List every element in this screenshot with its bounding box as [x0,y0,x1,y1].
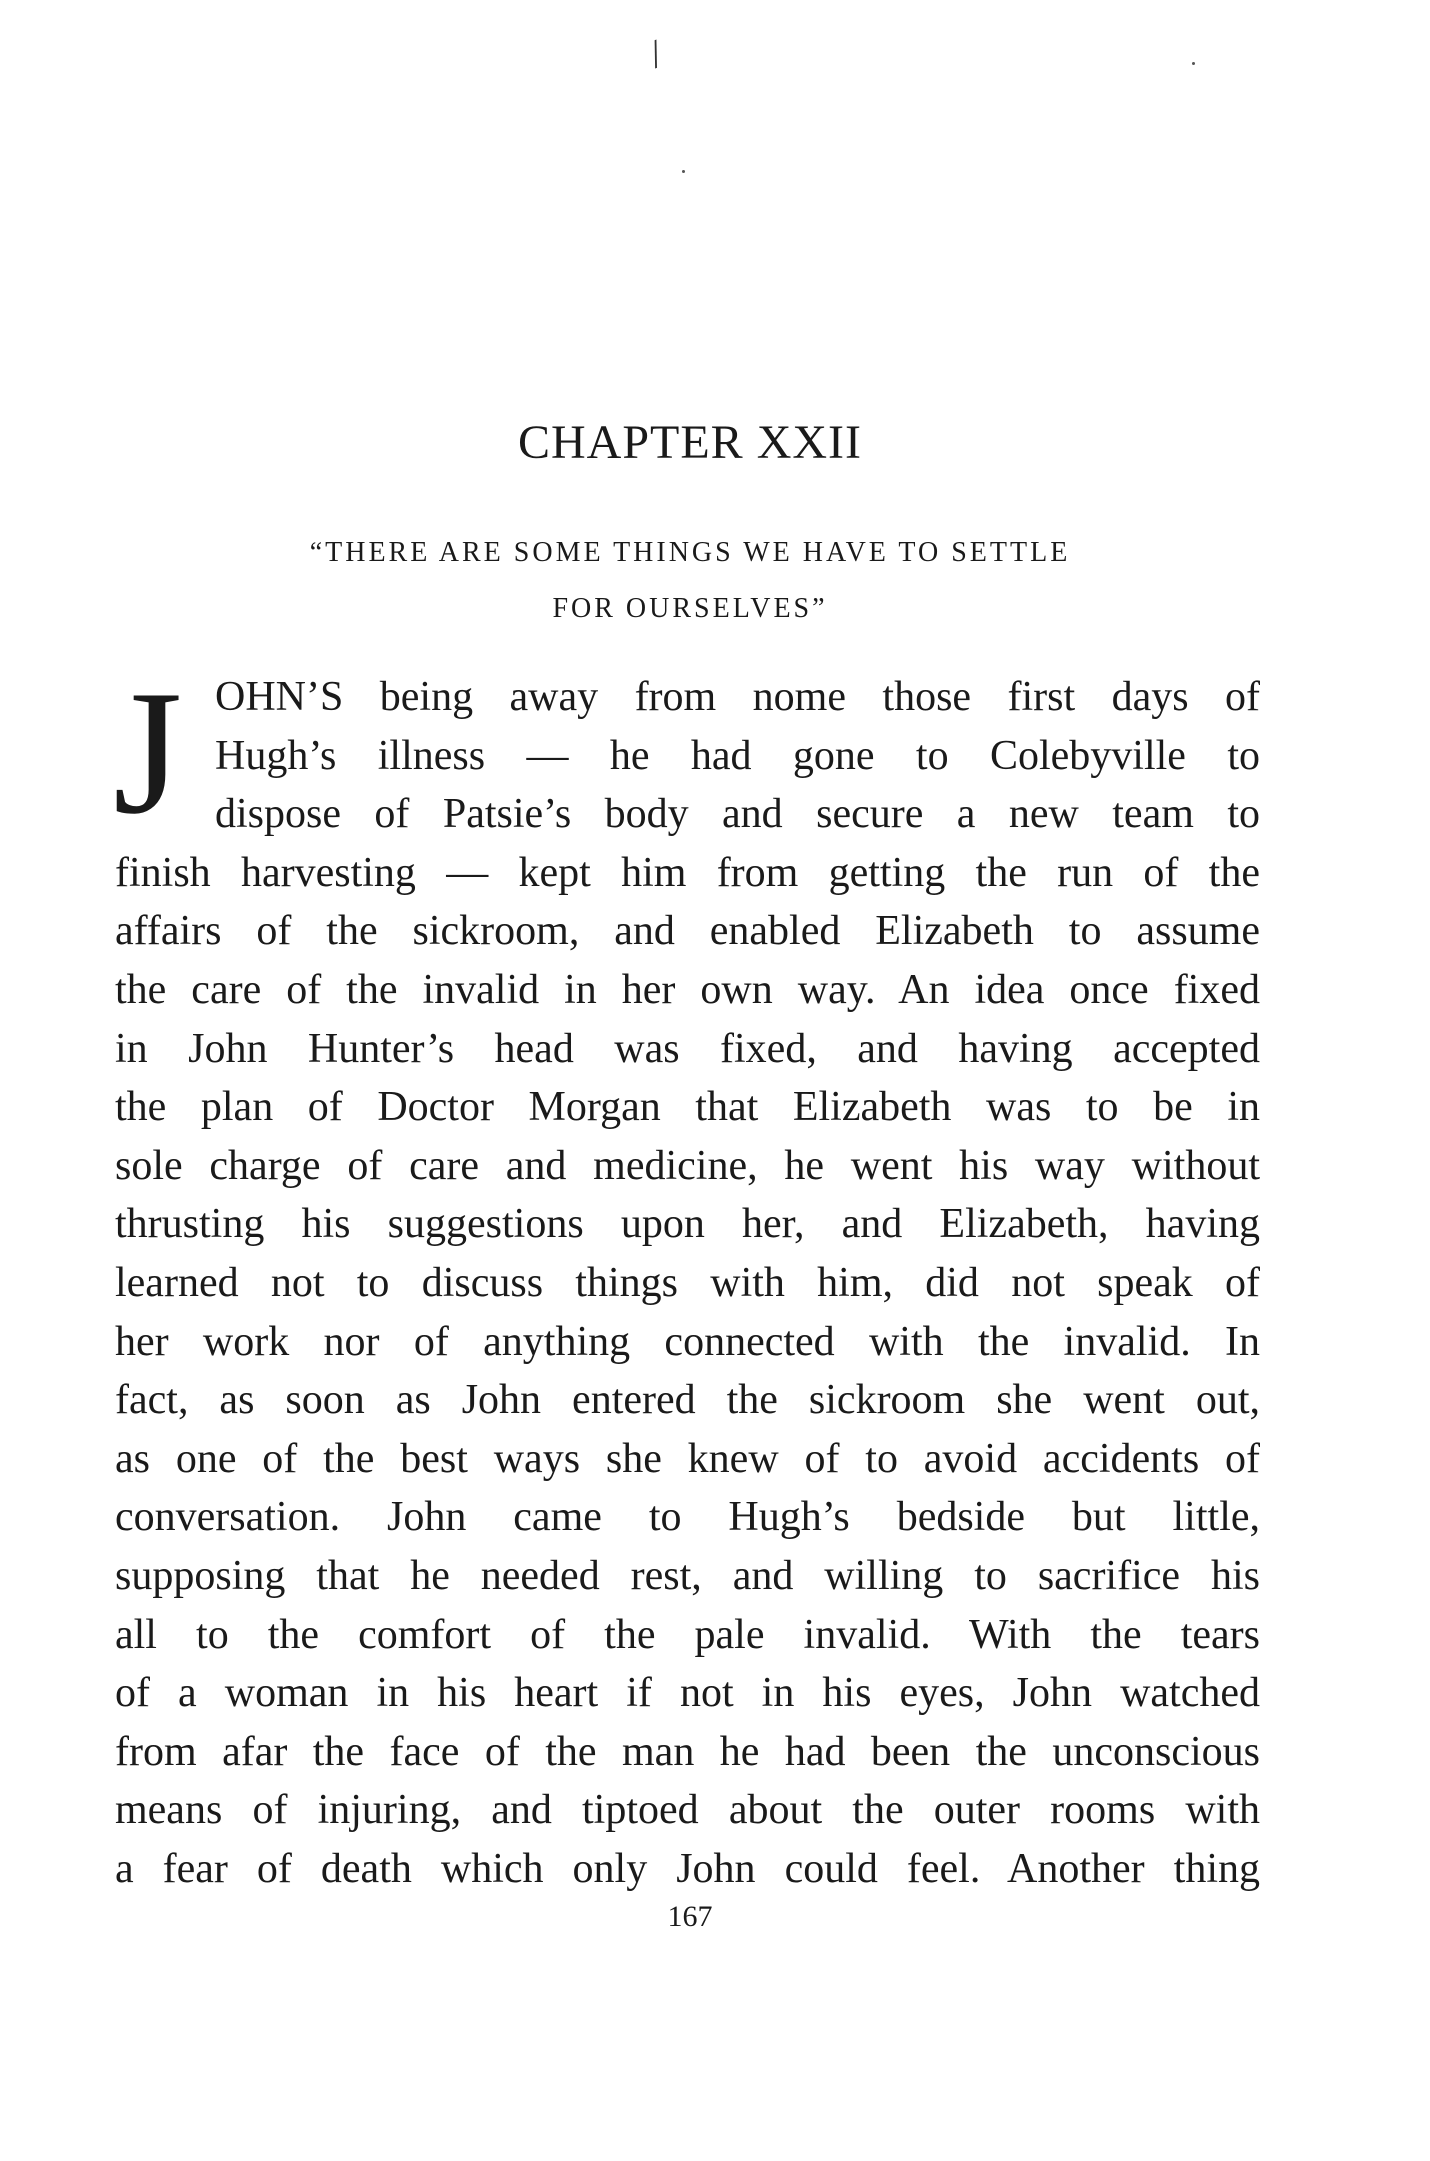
text-line: supposing that he needed rest, and willing to sacrifice his [115,1552,1260,1599]
chapter-subtitle-line-2: FOR OURSELVES” [552,593,828,624]
text-line: sole charge of care and medicine, he went his way without [115,1142,1260,1189]
text-line: OHN’S being away from nome those first days of [215,674,1260,720]
text-line: dispose of Patsie’s body and secure a new team to [215,791,1260,838]
text-line: thrusting his suggestions upon her, and Elizabeth, having [115,1201,1260,1248]
scan-speck [1192,62,1195,65]
text-line: fact, as soon as John entered the sickroom she went out, [115,1377,1260,1424]
body-text [113,653,1260,1898]
text-line: as one of the best ways she knew of to avoid accidents of [115,1435,1260,1482]
text-line: Hugh’s illness — he had gone to Colebyville to [215,732,1260,779]
text-line: a fear of death which only John could feel. Another thing [115,1845,1260,1892]
text-line: affairs of the sickroom, and enabled Elizabeth to assume [115,908,1260,955]
text-line: the care of the invalid in her own way. An idea once fixed [115,966,1260,1013]
text-line: all to the comfort of the pale invalid. With the tears [115,1611,1260,1658]
text-line: finish harvesting — kept him from getting the run of the [115,849,1260,896]
drop-cap: J [113,653,183,851]
chapter-title: CHAPTER XXII [518,416,862,469]
page-number: 167 [667,1900,713,1933]
text-line: learned not to discuss things with him, did not speak of [115,1259,1260,1306]
text-line: from afar the face of the man he had been the unconscious [115,1728,1260,1775]
chapter-subtitle [190,525,1190,637]
text-line: in John Hunter’s head was fixed, and having accepted [115,1025,1260,1072]
chapter-subtitle-line-1: “THERE ARE SOME THINGS WE HAVE TO SETTLE [309,537,1071,568]
text-line: means of injuring, and tiptoed about the outer rooms with [115,1787,1260,1834]
scan-mark: / [642,30,669,77]
text-line: conversation. John came to Hugh’s bedside but little, [115,1494,1260,1541]
text-line: her work nor of anything connected with the invalid. In [115,1318,1260,1365]
scan-speck [682,170,685,173]
text-line: the plan of Doctor Morgan that Elizabeth was to be in [115,1084,1260,1131]
text-line: of a woman in his heart if not in his eyes, John watched [115,1670,1260,1717]
